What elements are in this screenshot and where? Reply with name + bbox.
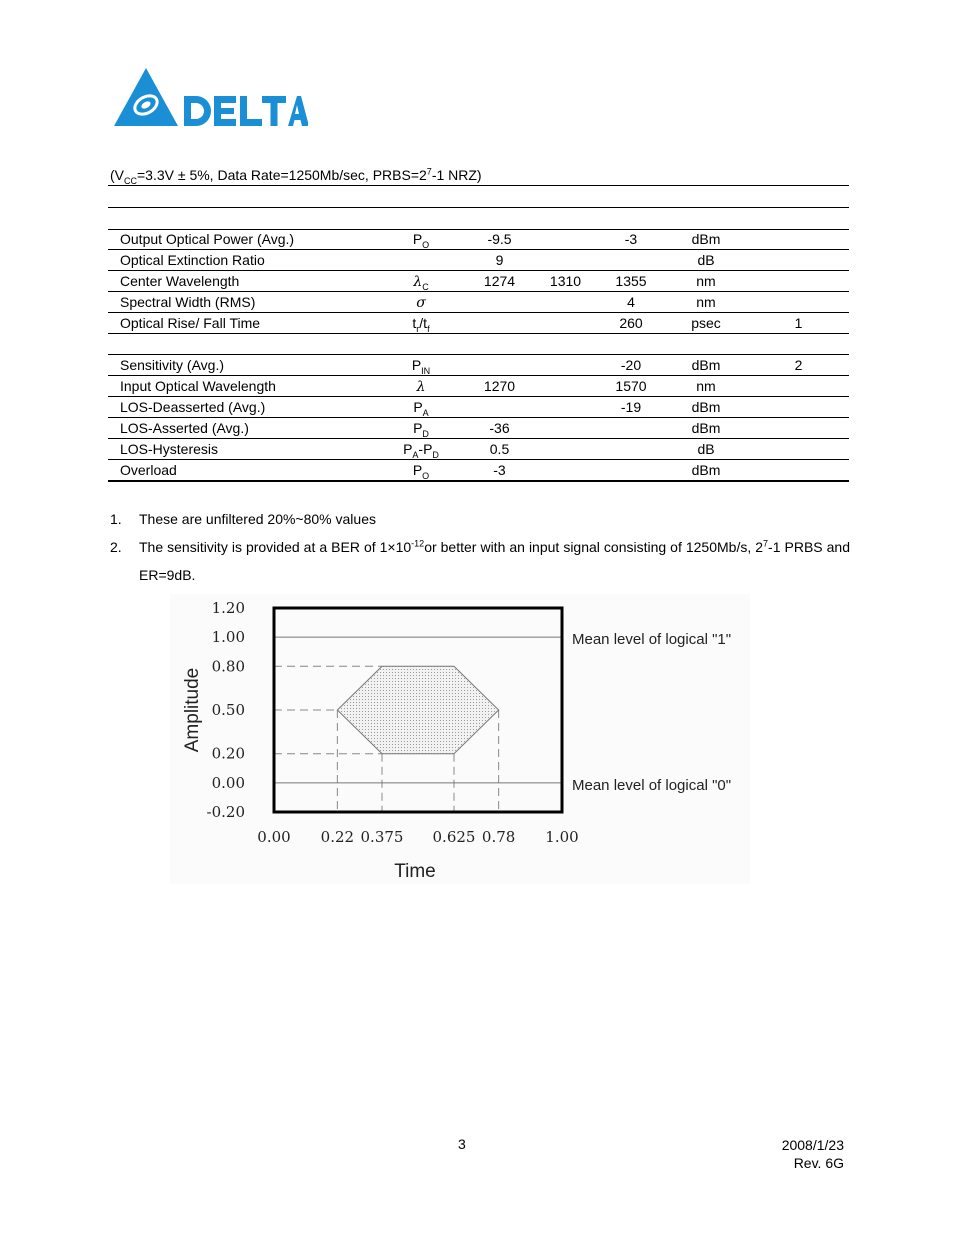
rule-header (108, 207, 849, 208)
cell-typ (533, 418, 598, 439)
cell-note (748, 250, 849, 271)
cell-max (598, 460, 664, 482)
cell-note: 1 (748, 313, 849, 334)
cell-max (598, 250, 664, 271)
test-conditions: ($V_{CC}=3.3V \pm 5\%$, Data Rate=1250Mb/sec, $PRBS=2^7-1$ NRZ) (110, 166, 482, 186)
cell-sym: λ (376, 376, 466, 397)
y-tick-label: 0.00 (211, 773, 245, 792)
table-row (108, 397, 849, 418)
cell-unit: nm (664, 292, 748, 313)
table-row (108, 271, 849, 292)
cell-max: 1570 (598, 376, 664, 397)
cell-typ (533, 229, 598, 250)
x-tick-label: 0.375 (360, 828, 404, 846)
x-tick-label: 0.22 (320, 828, 355, 846)
x-tick-label: 0.78 (481, 828, 516, 846)
cell-param: Spectral Width (RMS) (108, 292, 376, 313)
cell-max (598, 418, 664, 439)
cell-max (598, 439, 664, 460)
cell-unit: dBm (664, 229, 748, 250)
y-tick-label: 1.00 (211, 628, 245, 647)
notes (110, 505, 850, 589)
cell-note (748, 397, 849, 418)
page-number: 3 (458, 1136, 466, 1152)
cell-param (108, 334, 376, 355)
cell-min: -36 (466, 418, 533, 439)
table-gap-row (108, 334, 849, 355)
cell-max: -20 (598, 355, 664, 376)
cell-param: LOS-Asserted (Avg.) (108, 418, 376, 439)
footer-rev: Rev. 6G (793, 1155, 844, 1171)
cell-sym: $\lambda_C$ (376, 271, 466, 292)
cell-typ (533, 376, 598, 397)
cell-max: -3 (598, 229, 664, 250)
cell-typ (533, 250, 598, 271)
cell-min: 0.5 (466, 439, 533, 460)
cell-param: Overload (108, 460, 376, 482)
cell-sym: $P_{IN}$ (376, 355, 466, 376)
note-2: 2. The sensitivity is provided at a BER of $1\times 10^{-12}or$ better with an input signal consisting of 1250Mb/s, $2^7-1$ PRBS and ER=9dB. (110, 538, 850, 583)
cell-max: -19 (598, 397, 664, 418)
cell-max (598, 334, 664, 355)
cell-note (748, 418, 849, 439)
cell-note: 2 (748, 355, 849, 376)
y-tick-label: -0.20 (206, 803, 245, 821)
x-tick-label: 0.625 (432, 828, 476, 846)
x-axis-title: Time (394, 861, 436, 882)
cell-note (748, 271, 849, 292)
table-row (108, 229, 849, 250)
footer-date: 2008/1/23 (781, 1137, 844, 1153)
cell-sym (376, 250, 466, 271)
cell-unit: dB (664, 439, 748, 460)
cell-min (466, 292, 533, 313)
footer-date-rev (782, 1136, 844, 1172)
y-tick-label: 0.80 (211, 657, 245, 676)
cell-unit: dBm (664, 418, 748, 439)
cell-max: 1355 (598, 271, 664, 292)
cell-min (466, 334, 533, 355)
cell-note (748, 460, 849, 482)
cell-param: Output Optical Power (Avg.) (108, 229, 376, 250)
table-row (108, 313, 849, 334)
table-row (108, 292, 849, 313)
rule-top (108, 185, 849, 186)
cell-note (748, 376, 849, 397)
cell-param: Sensitivity (Avg.) (108, 355, 376, 376)
level-label: Mean level of logical "1" (572, 631, 732, 649)
cell-min: 9 (466, 250, 533, 271)
cell-sym: $P_O$ (376, 229, 466, 250)
cell-param: LOS-Hysteresis (108, 439, 376, 460)
cell-note (748, 334, 849, 355)
delta-logo (112, 66, 308, 128)
cell-max: 4 (598, 292, 664, 313)
x-tick-label: 0.00 (257, 828, 291, 846)
cell-sym: $t_r/t_f$ (376, 313, 466, 334)
cell-typ (533, 460, 598, 482)
cell-sym: $P_D$ (376, 418, 466, 439)
cell-min: -9.5 (466, 229, 533, 250)
cell-max: 260 (598, 313, 664, 334)
cell-note (748, 292, 849, 313)
cell-param: Optical Rise/ Fall Time (108, 313, 376, 334)
cell-min: 1274 (466, 271, 533, 292)
y-tick-label: 1.20 (211, 599, 245, 617)
cell-sym: $P_A-P_D$ (376, 439, 466, 460)
table-row (108, 250, 849, 271)
cell-typ (533, 355, 598, 376)
cell-typ (533, 397, 598, 418)
table-row (108, 355, 849, 376)
table-row (108, 439, 849, 460)
note-1: 1. These are unfiltered 20%~80% values (110, 511, 376, 527)
cell-note (748, 229, 849, 250)
cell-note (748, 439, 849, 460)
eye-mask-chart (170, 594, 750, 884)
table-row (108, 418, 849, 439)
table-row (108, 460, 849, 482)
y-tick-label: 0.50 (211, 701, 245, 719)
cell-min: 1270 (466, 376, 533, 397)
cell-min (466, 355, 533, 376)
cell-typ: 1310 (533, 271, 598, 292)
cell-unit: nm (664, 376, 748, 397)
y-tick-label: 0.20 (211, 744, 245, 763)
cell-typ (533, 313, 598, 334)
logo-wordmark (184, 96, 308, 126)
x-tick-label: 1.00 (545, 828, 579, 846)
cell-sym: $P_O$ (376, 460, 466, 482)
optical-spec-table (108, 229, 849, 482)
cell-typ (533, 334, 598, 355)
cell-unit: dBm (664, 355, 748, 376)
cell-param: Center Wavelength (108, 271, 376, 292)
cell-unit: nm (664, 271, 748, 292)
cell-unit: dBm (664, 460, 748, 482)
cell-unit: psec (664, 313, 748, 334)
cell-typ (533, 292, 598, 313)
cell-param: Optical Extinction Ratio (108, 250, 376, 271)
cell-sym: $P_A$ (376, 397, 466, 418)
table-row (108, 376, 849, 397)
cell-min (466, 397, 533, 418)
cell-param: LOS-Deasserted (Avg.) (108, 397, 376, 418)
y-axis-title: Amplitude (182, 667, 203, 753)
cell-param: Input Optical Wavelength (108, 376, 376, 397)
cell-unit: dBm (664, 397, 748, 418)
cell-typ (533, 439, 598, 460)
cell-min (466, 313, 533, 334)
cell-unit: dB (664, 250, 748, 271)
level-label: Mean level of logical "0" (572, 776, 732, 794)
cell-unit (664, 334, 748, 355)
cell-sym (376, 334, 466, 355)
cell-min: -3 (466, 460, 533, 482)
cell-sym: σ (376, 292, 466, 313)
